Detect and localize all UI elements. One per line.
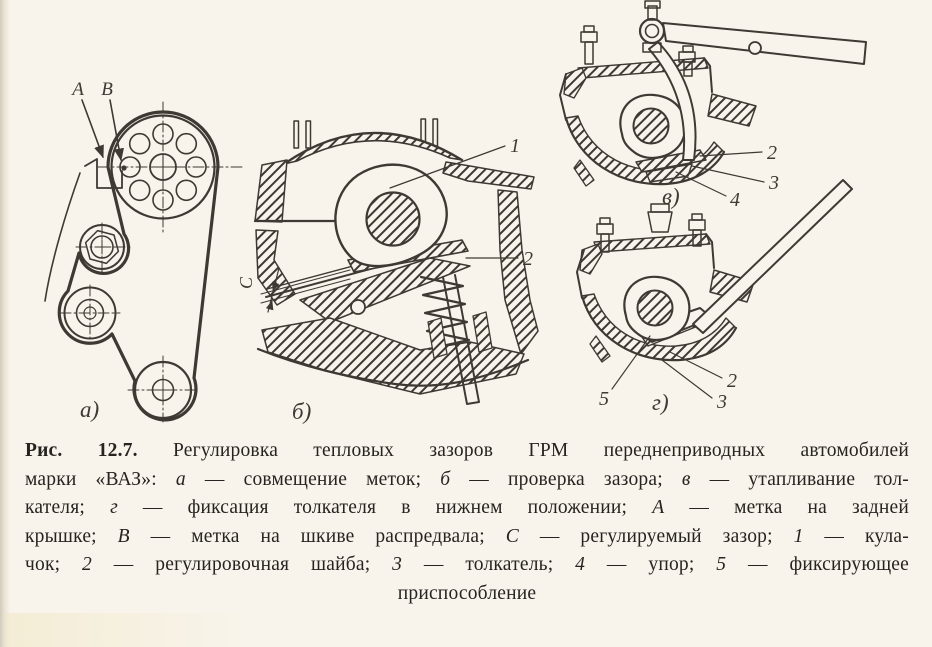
callout-2-label-v: 2 <box>767 142 777 164</box>
caption-line-4: крышке; В — метка на шкиве распредвала; С — регулируемый зазор; 1 — кула- <box>25 525 909 547</box>
callout-2-label-g: 2 <box>727 370 737 392</box>
lever-eye <box>640 19 664 43</box>
sublabel-a: а) <box>80 397 100 422</box>
clearance-c-label: C <box>236 276 256 289</box>
tensioner-roller <box>80 225 124 269</box>
timing-belt <box>59 112 218 420</box>
lever-hole <box>749 42 761 54</box>
caption-line-6: приспособление <box>397 582 537 604</box>
callout-3-label-g: 3 <box>717 391 727 413</box>
lever-bar <box>663 23 866 64</box>
lower-lip <box>574 160 594 186</box>
mark-a-label: A <box>72 79 84 100</box>
mark-a-arrow <box>82 100 103 157</box>
figure-caption <box>25 437 909 609</box>
belt-cover-edge <box>45 173 80 301</box>
camshaft-section <box>638 291 673 326</box>
oil-hole <box>351 300 365 314</box>
callout-5-label: 5 <box>599 388 609 410</box>
diagram-b-clearance-check <box>255 119 538 404</box>
callout-2-label-b: 2 <box>523 248 533 270</box>
caption-line-2: марки «ВАЗ»: а — совмещение меток; б — проверка зазора; в — утапливание тол- <box>25 468 909 490</box>
sublabel-v: в) <box>662 184 680 209</box>
diagram-a-belt-marks <box>45 100 242 422</box>
head-top-band <box>578 58 708 78</box>
camshaft-section <box>634 109 669 144</box>
diagram-g-tappet-fixed <box>577 180 852 398</box>
camshaft-section <box>367 193 420 246</box>
sublabel-g: г) <box>652 390 669 415</box>
caption-line-5: чок; 2 — регулировочная шайба; 3 — толкатель; 4 — упор; 5 — фиксирующее <box>25 554 910 576</box>
tool-rod <box>693 180 852 333</box>
callout-1-label: 1 <box>510 135 520 157</box>
mark-b-dot <box>121 165 126 170</box>
right-ledge <box>443 162 534 189</box>
left-wall <box>564 68 586 98</box>
mark-b-label: B <box>101 79 113 100</box>
diagram-v-lever-press <box>560 1 866 196</box>
sublabel-b: б) <box>292 399 312 424</box>
callout-3-label-v: 3 <box>769 172 779 194</box>
left-wall <box>255 160 287 222</box>
right-wall <box>498 190 538 354</box>
cover-notch-mark <box>85 159 122 188</box>
callout-4-label: 4 <box>730 189 740 211</box>
right-flange <box>708 94 756 126</box>
callout-3-leader-g <box>662 360 712 398</box>
caption-line-1: Рис. 12.7. Регулировка тепловых зазоров ГРМ переднеприводных автомобилей <box>25 440 909 461</box>
lower-lip <box>590 336 610 362</box>
caption-line-3: кателя; г — фиксация толкателя в нижнем положении; А — метка на задней <box>25 497 909 519</box>
left-wall <box>580 244 602 274</box>
